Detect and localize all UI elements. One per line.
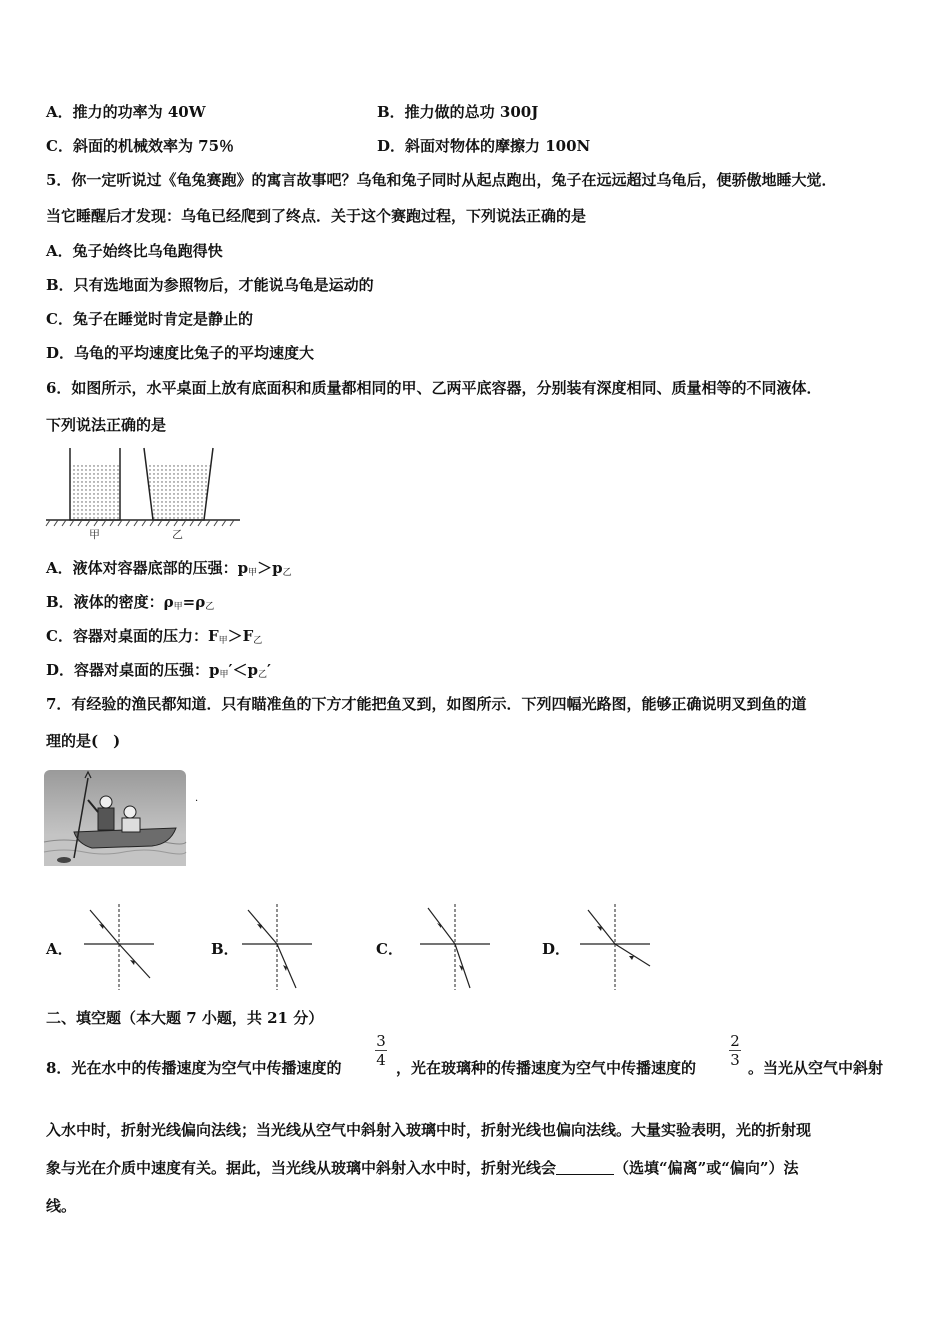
q8-line2: 入水中时，折射光线偏向法线；当光线从空气中斜射入玻璃中时，折射光线也偏向法线。大量实验表明，光的折射现 [46,1121,812,1139]
q5-option-d: D．乌龟的平均速度比兔子的平均速度大 [46,344,315,362]
q4-option-d: D．斜面对物体的摩擦力 100N [377,137,591,155]
stray-mark: · [195,796,199,807]
q7-label-d: D． [542,940,571,958]
q8-fraction-1: 3 4 [376,1032,386,1069]
label-yi: 乙 [172,528,183,541]
q6-stem-line2: 下列说法正确的是 [46,416,167,434]
q5-stem-line1: 5．你一定听说过《龟兔赛跑》的寓言故事吧？乌龟和兔子同时从起点跑出，兔子在远远超过乌龟后，便骄傲地睡大觉． [46,171,837,189]
q7-stem-line1: 7．有经验的渔民都知道．只有瞄准鱼的下方才能把鱼叉到，如图所示．下列四幅光路图，能够正确说明叉到鱼的道 [46,695,807,713]
q8-fraction-2: 2 3 [730,1032,740,1069]
q5-option-a: A．兔子始终比乌龟跑得快 [46,242,223,260]
q7-label-a: A． [46,940,73,958]
q8-line3: 象与光在介质中速度有关。据此，当光线从玻璃中斜射入水中时，折射光线会 （选填“偏离”或“偏向”）法 [46,1159,799,1177]
q7-diagram-b [240,904,315,990]
q8-answer-blank[interactable] [556,1160,614,1175]
q7-label-b: B． [211,940,239,958]
q7-label-c: C． [376,940,403,958]
q7-stem-line2: 理的是( ) [46,732,121,750]
q5-stem-line2: 当它睡醒后才发现：乌龟已经爬到了终点．关于这个赛跑过程，下列说法正确的是 [46,207,587,225]
q8-part1: 8．光在水中的传播速度为空气中传播速度的 [46,1059,342,1077]
q7-diagram-c [418,904,493,990]
q5-option-c: C．兔子在睡觉时肯定是静止的 [46,310,253,328]
q6-option-d: D．容器对桌面的压强：$p_甲'<p_乙'$ [46,661,271,680]
q6-stem-line1: 6．如图所示，水平桌面上放有底面积和质量都相同的甲、乙两平底容器，分别装有深度相同、质量相等的不同液体． [46,379,822,397]
q6-option-c: C．容器对桌面的压力：$F_甲>F_乙$ [46,627,263,646]
q6-option-b: B．液体的密度：$\rho_甲=\rho_乙$ [46,593,215,612]
q4-option-c: C．斜面的机械效率为 75％ [46,137,235,155]
q4-option-b: B．推力做的总功 300J [377,103,539,121]
q7-diagram-a [82,904,157,990]
q6-containers-figure [44,440,244,542]
q8-part3: 。当光从空气中斜射 [748,1059,884,1077]
q7-diagram-d [578,904,653,990]
section2-title: 二、填空题（本大题 7 小题，共 21 分） [46,1009,324,1027]
label-jia: 甲 [89,528,100,541]
q6-option-a: A．液体对容器底部的压强：$p_甲>p_乙$ [46,559,292,578]
q4-option-a: A．推力的功率为 40W [46,103,206,121]
q8-line4: 线。 [46,1197,77,1215]
fisherman-illustration [44,770,194,868]
q8-part2: ，光在玻璃种的传播速度为空气中传播速度的 [396,1059,697,1077]
q5-option-b: B．只有选地面为参照物后，才能说乌龟是运动的 [46,276,374,294]
